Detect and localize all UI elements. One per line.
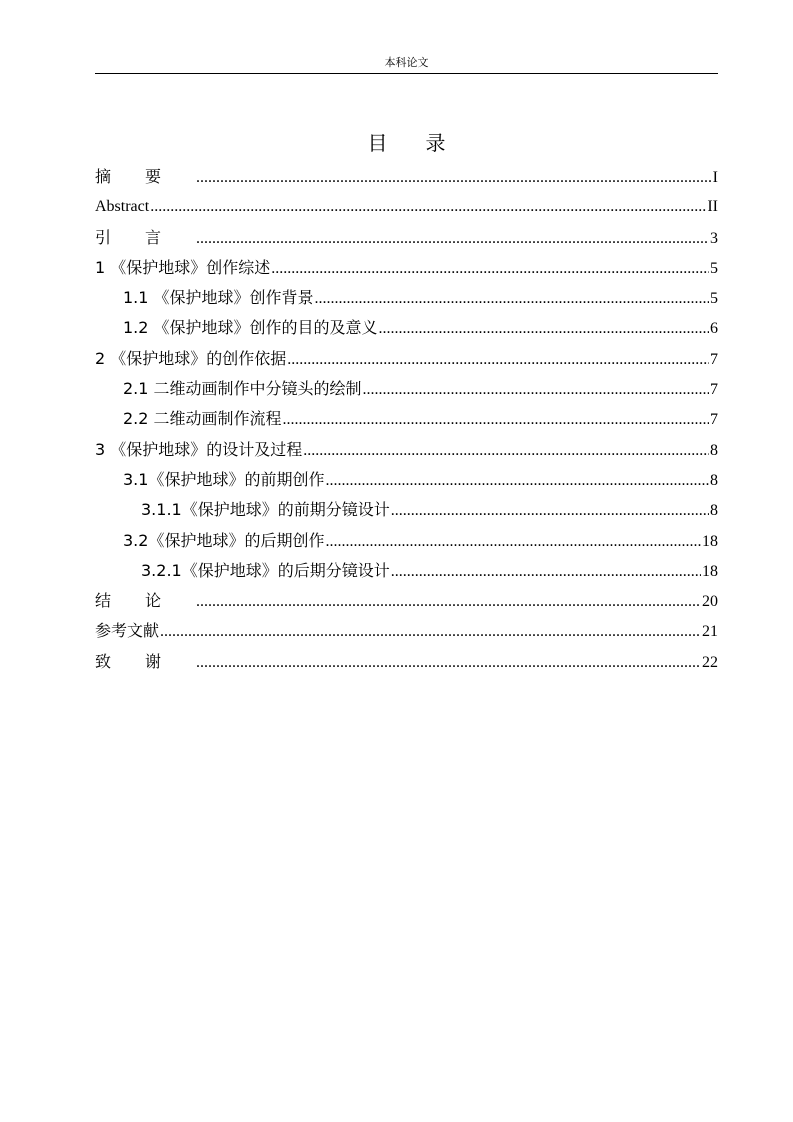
toc-entry-label: 1.2 《保护地球》创作的目的及意义 xyxy=(123,318,378,338)
dot-leader xyxy=(325,527,701,557)
header-rule xyxy=(95,73,718,74)
dot-leader xyxy=(379,314,709,344)
toc-entry-label: 2 《保护地球》的创作依据 xyxy=(95,348,287,368)
toc-entry-chapter-3[interactable] xyxy=(95,435,718,465)
toc-entry-page: 21 xyxy=(702,623,718,641)
toc-entry-page: 3 xyxy=(710,229,718,247)
toc-entry-page: I xyxy=(712,169,718,186)
toc-entry-label: 3 《保护地球》的设计及过程 xyxy=(95,439,303,459)
dot-leader xyxy=(391,557,701,587)
toc-entry-label: 3.2.1《保护地球》的后期分镜设计 xyxy=(141,560,390,580)
dot-leader xyxy=(283,405,709,435)
toc-entry-section-3-1-1[interactable] xyxy=(95,495,718,525)
toc-entry-page: II xyxy=(707,198,718,216)
dot-leader xyxy=(287,345,709,375)
toc-entry-introduction[interactable] xyxy=(95,223,718,253)
toc-entry-page: 20 xyxy=(702,593,718,611)
toc-entry-abstract-cn[interactable] xyxy=(95,162,718,192)
dot-leader xyxy=(303,436,709,466)
toc-entry-label: 1 《保护地球》创作综述 xyxy=(95,257,271,277)
toc-entry-page: 6 xyxy=(710,320,718,338)
toc-entry-page: 8 xyxy=(710,471,718,489)
toc-entry-label: 参考文献 xyxy=(95,621,160,641)
toc-entry-page: 7 xyxy=(710,350,718,368)
toc-entry-label: Abstract xyxy=(95,198,150,216)
dot-leader xyxy=(196,648,701,678)
toc-entry-conclusion[interactable] xyxy=(95,586,718,616)
toc-entry-page: 5 xyxy=(710,290,718,308)
toc-entry-abstract-en[interactable] xyxy=(95,192,718,222)
toc-entry-page: 5 xyxy=(710,259,718,277)
toc-entry-section-2-2[interactable] xyxy=(95,404,718,434)
toc-entry-label: 2.2 二维动画制作流程 xyxy=(123,409,282,429)
toc-entry-section-3-2-1[interactable] xyxy=(95,556,718,586)
dot-leader xyxy=(196,587,701,617)
toc-entry-label: 3.1.1《保护地球》的前期分镜设计 xyxy=(141,500,390,520)
dot-leader xyxy=(363,375,709,405)
dot-leader xyxy=(160,617,701,647)
dot-leader xyxy=(391,496,709,526)
toc-entry-page: 18 xyxy=(702,532,718,550)
toc-entry-page: 7 xyxy=(710,381,718,399)
toc-entry-label: 引言 xyxy=(95,227,196,247)
toc-entry-section-3-1[interactable] xyxy=(95,465,718,495)
toc-entry-section-1-2[interactable] xyxy=(95,313,718,343)
toc-entry-label: 2.1 二维动画制作中分镜头的绘制 xyxy=(123,379,362,399)
dot-leader xyxy=(150,192,706,222)
toc-entry-label: 1.1 《保护地球》创作背景 xyxy=(123,288,314,308)
toc-entry-page: 7 xyxy=(710,411,718,429)
dot-leader xyxy=(271,254,709,284)
toc-entry-section-1-1[interactable] xyxy=(95,283,718,313)
toc-entry-label: 致谢 xyxy=(95,651,196,671)
toc-entry-label: 摘要 xyxy=(95,167,196,186)
toc-entry-page: 8 xyxy=(710,502,718,520)
toc-entry-section-2-1[interactable] xyxy=(95,374,718,404)
toc-entry-label: 结论 xyxy=(95,591,196,611)
toc-entry-chapter-1[interactable] xyxy=(95,253,718,283)
toc-entry-chapter-2[interactable] xyxy=(95,344,718,374)
dot-leader xyxy=(196,163,712,193)
dot-leader xyxy=(315,284,709,314)
dot-leader xyxy=(196,224,709,254)
table-of-contents xyxy=(95,162,718,677)
toc-entry-label: 3.2《保护地球》的后期创作 xyxy=(123,530,325,550)
toc-entry-page: 8 xyxy=(710,441,718,459)
dot-leader xyxy=(325,466,709,496)
toc-entry-section-3-2[interactable] xyxy=(95,526,718,556)
running-header: 本科论文 xyxy=(384,57,429,69)
toc-entry-page: 22 xyxy=(702,653,718,671)
toc-entry-references[interactable] xyxy=(95,616,718,646)
toc-entry-label: 3.1《保护地球》的前期创作 xyxy=(123,469,325,489)
toc-title: 目录 xyxy=(367,131,484,155)
toc-entry-page: 18 xyxy=(702,562,718,580)
toc-entry-acknowledgements[interactable] xyxy=(95,647,718,677)
